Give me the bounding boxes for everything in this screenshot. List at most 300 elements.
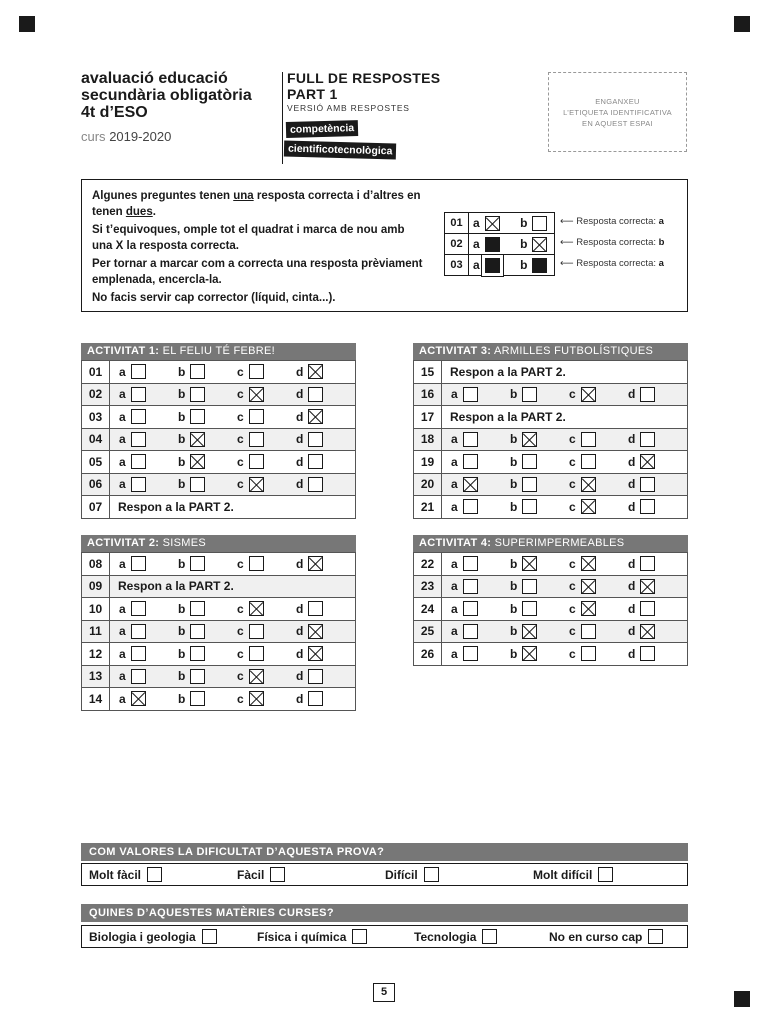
- answer-option[interactable]: [510, 624, 569, 639]
- option-label: b: [520, 258, 528, 272]
- answer-option[interactable]: [296, 432, 355, 447]
- answer-option[interactable]: [569, 432, 628, 447]
- answer-option[interactable]: [628, 454, 687, 469]
- checkbox-marked[interactable]: [581, 387, 596, 402]
- checkbox-empty[interactable]: [308, 601, 323, 616]
- checkbox-marked[interactable]: [581, 499, 596, 514]
- checkbox-empty[interactable]: [131, 387, 146, 402]
- checkbox-empty[interactable]: [308, 477, 323, 492]
- checkbox-marked[interactable]: [308, 364, 323, 379]
- example-note: ⟵ Resposta correcta: a: [560, 258, 664, 269]
- answer-option[interactable]: [569, 387, 628, 402]
- checkbox-empty[interactable]: [463, 624, 478, 639]
- option-label: d: [628, 454, 636, 469]
- answer-row: [82, 643, 356, 666]
- answer-option[interactable]: [178, 624, 237, 639]
- answer-option[interactable]: [178, 556, 237, 571]
- checkbox-empty[interactable]: [463, 646, 478, 661]
- checkbox-empty[interactable]: [131, 601, 146, 616]
- checkbox-marked[interactable]: [581, 477, 596, 492]
- checkbox-marked[interactable]: [522, 432, 537, 447]
- option-label: c: [237, 646, 244, 661]
- answer-option[interactable]: [237, 624, 296, 639]
- answer-option[interactable]: [237, 364, 296, 379]
- answer-option[interactable]: [178, 601, 237, 616]
- checkbox-empty[interactable]: [131, 669, 146, 684]
- registration-mark-top-right: [734, 16, 750, 32]
- answer-option[interactable]: [237, 477, 296, 492]
- checkbox-empty[interactable]: [308, 691, 323, 706]
- checkbox-marked[interactable]: [640, 454, 655, 469]
- activity-name: SUPERIMPERMEABLES: [494, 537, 625, 549]
- checkbox-empty[interactable]: [463, 556, 478, 571]
- checkbox-empty[interactable]: [640, 432, 655, 447]
- answer-option[interactable]: [451, 624, 510, 639]
- answer-option[interactable]: [119, 409, 178, 424]
- checkbox-empty[interactable]: [190, 646, 205, 661]
- activity-header: [81, 535, 356, 552]
- option-label: a: [451, 579, 458, 594]
- school-year-label: curs: [81, 129, 106, 144]
- answer-option[interactable]: [510, 477, 569, 492]
- subject-checkbox[interactable]: [648, 929, 663, 944]
- subject-option[interactable]: Física i química: [257, 929, 367, 944]
- checkbox-empty[interactable]: [640, 601, 655, 616]
- option-label: d: [628, 499, 636, 514]
- checkbox-marked[interactable]: [522, 556, 537, 571]
- difficulty-checkbox[interactable]: [598, 867, 613, 882]
- option-label: d: [296, 454, 304, 469]
- option-label: b: [178, 409, 186, 424]
- instructions-box: [81, 179, 688, 312]
- answer-option[interactable]: [296, 646, 355, 661]
- answer-row: [82, 451, 356, 474]
- school-year-value: 2019-2020: [109, 129, 172, 144]
- answer-option[interactable]: [119, 556, 178, 571]
- subject-option[interactable]: Tecnologia: [414, 929, 497, 944]
- answer-table: [81, 552, 356, 711]
- answer-option[interactable]: [119, 669, 178, 684]
- subject-option[interactable]: Biologia i geologia: [89, 929, 217, 944]
- answer-option[interactable]: [510, 601, 569, 616]
- answer-option[interactable]: [628, 556, 687, 571]
- answer-option[interactable]: [510, 499, 569, 514]
- answer-options: [442, 643, 688, 666]
- answer-options: [442, 383, 688, 406]
- checkbox-empty[interactable]: [522, 387, 537, 402]
- answer-options: [110, 361, 356, 384]
- answer-options: [442, 473, 688, 496]
- checkbox-marked[interactable]: [131, 691, 146, 706]
- option-label: a: [119, 409, 126, 424]
- header-divider: [282, 72, 283, 164]
- instruction-3: Per tornar a marcar com a correcta una resposta prèviament emplenada, encercla-la.: [92, 258, 423, 286]
- checkbox-empty[interactable]: [131, 432, 146, 447]
- answer-option[interactable]: [178, 432, 237, 447]
- option-label: a: [119, 432, 126, 447]
- question-number: 12: [82, 643, 110, 666]
- checkbox-empty[interactable]: [463, 432, 478, 447]
- answer-option[interactable]: [178, 387, 237, 402]
- answer-option[interactable]: [296, 364, 355, 379]
- option-label: d: [296, 646, 304, 661]
- checkbox-empty[interactable]: [249, 646, 264, 661]
- answer-option[interactable]: [237, 601, 296, 616]
- question-number: 15: [414, 361, 442, 384]
- answer-option[interactable]: [628, 624, 687, 639]
- question-number: 20: [414, 473, 442, 496]
- checkbox-empty[interactable]: [581, 624, 596, 639]
- answer-option[interactable]: [178, 646, 237, 661]
- answer-option[interactable]: [510, 454, 569, 469]
- exam-title-line-3: 4t d’ESO: [81, 104, 148, 121]
- answer-row: [414, 575, 688, 598]
- option-label: c: [237, 387, 244, 402]
- answer-option[interactable]: [451, 556, 510, 571]
- difficulty-checkbox[interactable]: [270, 867, 285, 882]
- answer-option[interactable]: [510, 646, 569, 661]
- question-number: 13: [82, 665, 110, 688]
- activity-label: ACTIVITAT 1:: [87, 345, 160, 357]
- answer-option[interactable]: [178, 691, 237, 706]
- checkbox-empty[interactable]: [131, 556, 146, 571]
- answer-option[interactable]: [119, 477, 178, 492]
- checkbox-empty[interactable]: [532, 216, 547, 231]
- option-label: d: [628, 579, 636, 594]
- checkbox-circled[interactable]: [485, 258, 500, 273]
- checkbox-marked[interactable]: [581, 579, 596, 594]
- answer-row: [414, 361, 688, 384]
- option-label: c: [237, 409, 244, 424]
- answer-row: [414, 406, 688, 429]
- checkbox-empty[interactable]: [463, 579, 478, 594]
- option-label: c: [237, 364, 244, 379]
- answer-option[interactable]: [296, 387, 355, 402]
- option-label: d: [296, 409, 304, 424]
- answer-option[interactable]: [451, 432, 510, 447]
- answer-options: [442, 620, 688, 643]
- answer-options: [442, 496, 688, 519]
- checkbox-empty[interactable]: [640, 477, 655, 492]
- checkbox-marked[interactable]: [308, 409, 323, 424]
- checkbox-empty[interactable]: [522, 477, 537, 492]
- answer-option[interactable]: [569, 646, 628, 661]
- checkbox-empty[interactable]: [249, 409, 264, 424]
- option-label: c: [237, 556, 244, 571]
- answer-option[interactable]: [296, 477, 355, 492]
- answer-option[interactable]: [178, 364, 237, 379]
- answer-option[interactable]: [569, 477, 628, 492]
- option-label: a: [451, 454, 458, 469]
- answer-option[interactable]: [296, 601, 355, 616]
- answer-row: [82, 575, 356, 598]
- answer-option[interactable]: [237, 387, 296, 402]
- checkbox-empty[interactable]: [190, 556, 205, 571]
- answer-option[interactable]: [119, 387, 178, 402]
- checkbox-empty[interactable]: [640, 556, 655, 571]
- checkbox-marked[interactable]: [640, 624, 655, 639]
- subject-checkbox[interactable]: [482, 929, 497, 944]
- answer-option[interactable]: [237, 409, 296, 424]
- answer-option[interactable]: [178, 669, 237, 684]
- difficulty-option[interactable]: Molt difícil: [533, 867, 613, 882]
- answer-option[interactable]: [119, 601, 178, 616]
- checkbox-empty[interactable]: [190, 691, 205, 706]
- checkbox-empty[interactable]: [308, 387, 323, 402]
- checkbox-marked[interactable]: [249, 691, 264, 706]
- checkbox-empty[interactable]: [131, 409, 146, 424]
- answer-row: [82, 620, 356, 643]
- answer-row: [82, 553, 356, 576]
- checkbox-empty[interactable]: [131, 477, 146, 492]
- checkbox-empty[interactable]: [190, 387, 205, 402]
- exam-title-line-2: secundària obligatòria: [81, 87, 252, 104]
- answer-option[interactable]: [628, 601, 687, 616]
- option-label: a: [451, 477, 458, 492]
- difficulty-checkbox[interactable]: [424, 867, 439, 882]
- answer-row: [82, 496, 356, 519]
- answer-option[interactable]: [628, 432, 687, 447]
- checkbox-empty[interactable]: [249, 556, 264, 571]
- option-label: a: [119, 624, 126, 639]
- checkbox-empty[interactable]: [522, 454, 537, 469]
- checkbox-empty[interactable]: [249, 454, 264, 469]
- answer-option[interactable]: [451, 477, 510, 492]
- checkbox-empty[interactable]: [522, 601, 537, 616]
- answer-option[interactable]: [628, 499, 687, 514]
- question-number: 18: [414, 428, 442, 451]
- checkbox-marked[interactable]: [463, 477, 478, 492]
- answer-option[interactable]: [628, 477, 687, 492]
- checkbox-empty[interactable]: [308, 669, 323, 684]
- answer-row: [82, 428, 356, 451]
- instructions-text: [92, 188, 427, 308]
- answer-row: [414, 451, 688, 474]
- answer-table: [413, 360, 688, 519]
- answer-option[interactable]: [237, 556, 296, 571]
- checkbox-empty[interactable]: [463, 499, 478, 514]
- school-year: [81, 129, 281, 144]
- checkbox-empty[interactable]: [581, 454, 596, 469]
- checkbox-marked[interactable]: [190, 454, 205, 469]
- answer-options: [442, 451, 688, 474]
- checkbox-empty[interactable]: [190, 669, 205, 684]
- checkbox-marked[interactable]: [308, 556, 323, 571]
- checkbox-empty[interactable]: [190, 477, 205, 492]
- answer-option[interactable]: [296, 624, 355, 639]
- checkbox-empty[interactable]: [249, 364, 264, 379]
- registration-mark-bottom-right: [734, 991, 750, 1007]
- checkbox-marked[interactable]: [249, 601, 264, 616]
- sheet-title: FULL DE RESPOSTES: [287, 70, 441, 86]
- checkbox-marked[interactable]: [581, 601, 596, 616]
- answer-option[interactable]: [178, 454, 237, 469]
- answer-option[interactable]: [628, 579, 687, 594]
- answer-option[interactable]: [510, 579, 569, 594]
- answer-option[interactable]: [451, 579, 510, 594]
- answer-option[interactable]: [237, 432, 296, 447]
- checkbox-empty[interactable]: [249, 624, 264, 639]
- answer-option[interactable]: [237, 691, 296, 706]
- checkbox-empty[interactable]: [522, 579, 537, 594]
- option-label: b: [178, 556, 186, 571]
- checkbox-filled[interactable]: [532, 258, 547, 273]
- checkbox-empty[interactable]: [190, 624, 205, 639]
- answer-option[interactable]: [178, 409, 237, 424]
- subject-option[interactable]: No en curso cap: [549, 929, 663, 944]
- checkbox-marked[interactable]: [249, 477, 264, 492]
- checkbox-empty[interactable]: [581, 432, 596, 447]
- checkbox-empty[interactable]: [463, 601, 478, 616]
- respond-part-2-note: Respon a la PART 2.: [110, 496, 356, 519]
- difficulty-option[interactable]: Difícil: [385, 867, 439, 882]
- answer-option[interactable]: [451, 601, 510, 616]
- checkbox-empty[interactable]: [131, 624, 146, 639]
- answer-option[interactable]: [451, 646, 510, 661]
- example-table: [444, 212, 555, 276]
- answer-option[interactable]: [296, 669, 355, 684]
- subjects-options: [81, 925, 688, 948]
- option-label: d: [628, 387, 636, 402]
- answer-options: [442, 428, 688, 451]
- checkbox-empty[interactable]: [581, 646, 596, 661]
- option-label: c: [569, 499, 576, 514]
- answer-option[interactable]: [451, 454, 510, 469]
- difficulty-options: [81, 863, 688, 886]
- sticker-label-line: L’ETIQUETA IDENTIFICATIVA: [563, 107, 672, 117]
- option-label: a: [119, 477, 126, 492]
- activity-header: [413, 535, 688, 552]
- answer-option[interactable]: [119, 646, 178, 661]
- answer-option[interactable]: [296, 454, 355, 469]
- option-label: b: [510, 624, 518, 639]
- question-number: 25: [414, 620, 442, 643]
- checkbox-empty[interactable]: [249, 432, 264, 447]
- answer-options: [110, 553, 356, 576]
- option-label: a: [451, 624, 458, 639]
- option-label: a: [119, 646, 126, 661]
- option-label: a: [451, 432, 458, 447]
- answer-row: [414, 496, 688, 519]
- activity-label: ACTIVITAT 3:: [419, 345, 492, 357]
- answer-option[interactable]: [510, 432, 569, 447]
- checkbox-empty[interactable]: [640, 646, 655, 661]
- answer-option[interactable]: [119, 454, 178, 469]
- checkbox-empty[interactable]: [190, 364, 205, 379]
- example-note: ⟵ Resposta correcta: b: [560, 237, 665, 248]
- answer-option[interactable]: [119, 624, 178, 639]
- option-label: b: [510, 579, 518, 594]
- checkbox-marked[interactable]: [581, 556, 596, 571]
- checkbox-marked[interactable]: [190, 432, 205, 447]
- answer-option[interactable]: [451, 387, 510, 402]
- checkbox-empty[interactable]: [131, 454, 146, 469]
- answer-option[interactable]: [569, 624, 628, 639]
- option-label: b: [510, 556, 518, 571]
- checkbox-empty[interactable]: [131, 646, 146, 661]
- answer-option[interactable]: [569, 454, 628, 469]
- question-number: 17: [414, 406, 442, 429]
- answer-option[interactable]: [119, 432, 178, 447]
- option-label: d: [628, 624, 636, 639]
- difficulty-option[interactable]: Fàcil: [237, 867, 285, 882]
- example-note: ⟵ Resposta correcta: a: [560, 216, 664, 227]
- answer-option[interactable]: [510, 387, 569, 402]
- answer-option[interactable]: [237, 646, 296, 661]
- answer-option[interactable]: [569, 579, 628, 594]
- answer-row: [414, 643, 688, 666]
- checkbox-empty[interactable]: [463, 454, 478, 469]
- checkbox-empty[interactable]: [640, 499, 655, 514]
- checkbox-empty[interactable]: [522, 499, 537, 514]
- checkbox-empty[interactable]: [640, 387, 655, 402]
- checkbox-filled[interactable]: [485, 237, 500, 252]
- subject-checkbox[interactable]: [352, 929, 367, 944]
- checkbox-empty[interactable]: [190, 409, 205, 424]
- question-number: 08: [82, 553, 110, 576]
- checkbox-marked[interactable]: [485, 216, 500, 231]
- activity-2-table: [81, 535, 356, 711]
- checkbox-marked[interactable]: [522, 624, 537, 639]
- checkbox-marked[interactable]: [640, 579, 655, 594]
- checkbox-marked[interactable]: [532, 237, 547, 252]
- answer-option[interactable]: [569, 499, 628, 514]
- difficulty-checkbox[interactable]: [147, 867, 162, 882]
- answer-option[interactable]: [296, 409, 355, 424]
- answer-option[interactable]: [119, 691, 178, 706]
- example-number: 01: [445, 213, 469, 234]
- activity-header: [81, 343, 356, 360]
- answer-options: [110, 598, 356, 621]
- checkbox-empty[interactable]: [308, 454, 323, 469]
- checkbox-empty[interactable]: [463, 387, 478, 402]
- checkbox-empty[interactable]: [131, 364, 146, 379]
- example-number: 02: [445, 234, 469, 255]
- option-label: b: [178, 387, 186, 402]
- answer-option[interactable]: [451, 499, 510, 514]
- option-label: c: [569, 624, 576, 639]
- answer-option[interactable]: [296, 691, 355, 706]
- difficulty-option[interactable]: Molt fàcil: [89, 867, 162, 882]
- checkbox-marked[interactable]: [308, 646, 323, 661]
- option-label: a: [451, 601, 458, 616]
- answer-option[interactable]: [510, 556, 569, 571]
- checkbox-marked[interactable]: [522, 646, 537, 661]
- option-label: b: [520, 237, 528, 251]
- checkbox-marked[interactable]: [249, 387, 264, 402]
- answer-row: [82, 598, 356, 621]
- checkbox-marked[interactable]: [308, 624, 323, 639]
- checkbox-marked[interactable]: [249, 669, 264, 684]
- competence-tag-2: cientificotecnològica: [284, 141, 397, 160]
- checkbox-empty[interactable]: [190, 601, 205, 616]
- answer-option[interactable]: [569, 556, 628, 571]
- answer-option[interactable]: [628, 646, 687, 661]
- answer-option[interactable]: [569, 601, 628, 616]
- sticker-label-line: ENGANXEU: [595, 96, 640, 106]
- option-label: c: [237, 669, 244, 684]
- checkbox-empty[interactable]: [308, 432, 323, 447]
- subject-checkbox[interactable]: [202, 929, 217, 944]
- answer-option[interactable]: [296, 556, 355, 571]
- answer-options: [110, 383, 356, 406]
- answer-option[interactable]: [237, 669, 296, 684]
- answer-option[interactable]: [178, 477, 237, 492]
- answer-option[interactable]: [119, 364, 178, 379]
- answer-option[interactable]: [628, 387, 687, 402]
- respond-part-2-note: Respon a la PART 2.: [442, 406, 688, 429]
- answer-option[interactable]: [237, 454, 296, 469]
